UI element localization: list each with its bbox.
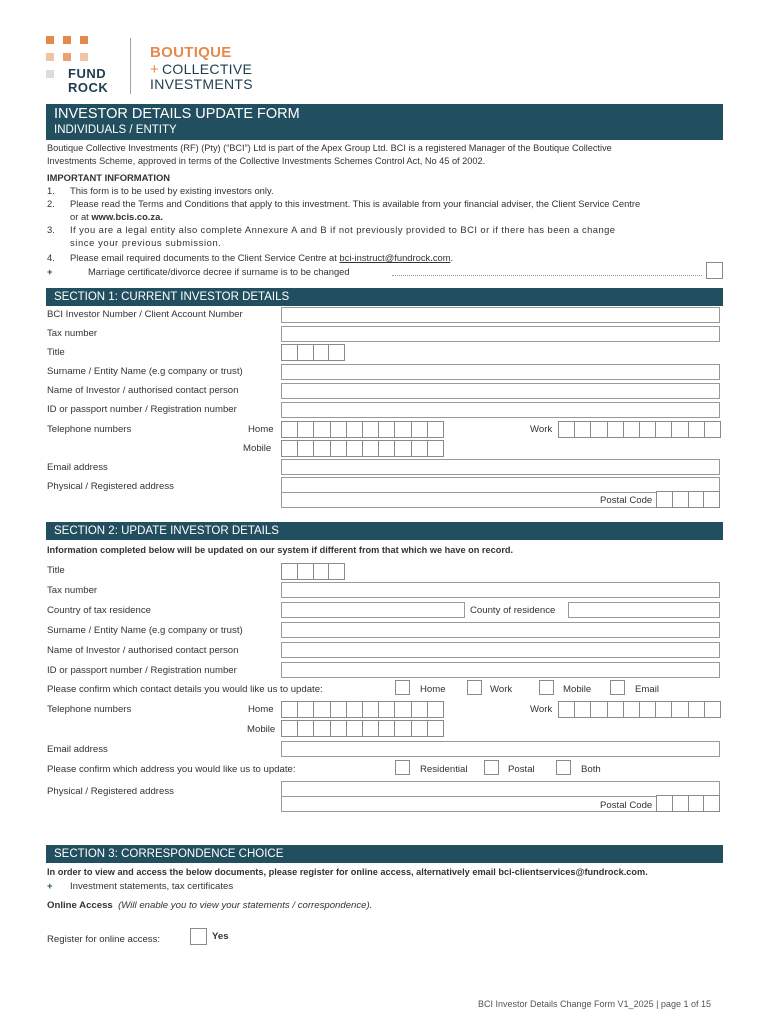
s2-title-label: Title [47,565,65,576]
s1-postal-code-label: Postal Code [600,495,653,506]
important-num-2: 2. [47,198,55,209]
s2-postal-code-label: Postal Code [600,800,653,811]
intro-line1: Boutique Collective Investments (RF) (Pty) (“BCI”) Ltd is part of the Apex Group Ltd. BCI is a registered Manager of the Boutique Collective [47,143,612,153]
s2-country-tax-label: Country of tax residence [47,605,151,616]
s2-home-phone-input[interactable] [281,701,444,718]
s2-county-residence-input[interactable] [568,602,720,618]
s1-tax-number-label: Tax number [47,328,98,339]
bci-name-line1: BOUTIQUE [150,44,232,61]
s3-note: In order to view and access the below documents, please register for online access, alternatively email bci-clientservices@fundrock.com. [47,867,648,877]
s2-both-checkbox[interactable] [556,760,571,775]
s1-mobile-label: Mobile [243,443,272,454]
page-title: INVESTOR DETAILS UPDATE FORM [54,106,300,122]
important-num-4: 4. [47,252,55,263]
s1-home-phone-input[interactable] [281,421,444,438]
s3-online-access: Online Access (Will enable you to view your statements / correspondence). [47,900,373,911]
s2-confirm-address-label: Please confirm which address you would like us to update: [47,764,296,775]
s2-email-input[interactable] [281,741,720,757]
important-item-2: Please read the Terms and Conditions that apply to this investment. This is available from your financial adviser, the Client Service Centre [70,198,641,209]
s3-yes-label: Yes [212,931,229,942]
s2-both-option: Both [581,764,601,775]
instruct-email-link[interactable]: bci-instruct@fundrock.com [339,252,451,263]
s1-id-input[interactable] [281,402,720,418]
s1-title-label: Title [47,347,65,358]
important-item-3: If you are a legal entity also complete Annexure A and B if not previously provided to BCI or if there has been a change [70,224,616,235]
s1-address-input-line1[interactable] [281,477,720,493]
s2-work-checkbox[interactable] [467,680,482,695]
important-item-4: Please email required documents to the Client Service Centre at bci-instruct@fundrock.com. [70,252,454,263]
important-item-2b: or at www.bcis.co.za. [70,211,163,222]
plus-bullet-icon: + [47,266,53,277]
s2-work-phone-input[interactable] [558,701,721,718]
s2-residential-option: Residential [420,764,468,775]
s1-tax-number-input[interactable] [281,326,720,342]
s2-address-label: Physical / Registered address [47,786,174,797]
s2-name-input[interactable] [281,642,720,658]
s2-postal-code-input[interactable] [656,795,720,812]
s2-county-residence-label: County of residence [470,605,556,616]
s2-email-label: Email address [47,744,108,755]
s2-telephone-label: Telephone numbers [47,704,132,715]
section1-header: SECTION 1: CURRENT INVESTOR DETAILS [46,288,723,306]
s2-name-label: Name of Investor / authorised contact person [47,645,239,656]
s3-yes-checkbox[interactable] [190,928,207,945]
s1-address-label: Physical / Registered address [47,481,174,492]
s1-title-input[interactable] [281,344,345,361]
important-item-marriage: Marriage certificate/divorce decree if surname is to be changed [88,266,350,277]
s2-country-tax-input[interactable] [281,602,465,618]
s1-name-input[interactable] [281,383,720,399]
important-heading: IMPORTANT INFORMATION [47,172,171,183]
s1-work-phone-input[interactable] [558,421,721,438]
s2-mobile-label: Mobile [247,724,276,735]
important-item-1: This form is to be used by existing investors only. [70,185,274,196]
s2-home-checkbox[interactable] [395,680,410,695]
fundrock-name-line1: FUND [68,66,107,81]
s1-mobile-input[interactable] [281,440,444,457]
fundrock-name-line2: ROCK [68,80,109,95]
s2-home-option: Home [420,684,446,695]
page-subtitle: INDIVIDUALS / ENTITY [54,124,177,136]
bci-name-line2: COLLECTIVE [162,61,253,77]
s2-residential-checkbox[interactable] [395,760,410,775]
s2-mobile-checkbox[interactable] [539,680,554,695]
s1-id-label: ID or passport number / Registration number [47,404,237,415]
s2-note: Information completed below will be updated on our system if different from that which we have on record. [47,545,514,555]
s1-account-number-label: BCI Investor Number / Client Account Number [47,309,243,320]
s2-email-checkbox[interactable] [610,680,625,695]
s1-surname-label: Surname / Entity Name (e.g company or trust) [47,366,243,377]
s2-mobile-option: Mobile [563,684,592,695]
s2-work-option: Work [490,684,513,695]
s3-register-label: Register for online access: [47,934,161,945]
s2-home-label: Home [248,704,274,715]
important-num-1: 1. [47,185,55,196]
s1-email-input[interactable] [281,459,720,475]
fundrock-logo [46,36,126,98]
s2-mobile-input[interactable] [281,720,444,737]
bci-plus-icon: + [150,61,159,78]
bci-logo [150,44,280,94]
section2-header: SECTION 2: UPDATE INVESTOR DETAILS [46,522,723,540]
s2-id-input[interactable] [281,662,720,678]
s2-tax-number-input[interactable] [281,582,720,598]
marriage-certificate-checkbox[interactable] [706,262,723,279]
s2-postal-checkbox[interactable] [484,760,499,775]
s3-bullet-text: Investment statements, tax certificates [70,881,234,892]
s2-address-input-line1[interactable] [281,781,720,797]
s2-surname-input[interactable] [281,622,720,638]
bci-name-line3: INVESTMENTS [150,76,253,92]
form-header [46,104,723,140]
important-item-3b: since your previous submission. [70,237,222,248]
s2-postal-option: Postal [508,764,535,775]
logo-divider [130,38,131,94]
s1-surname-input[interactable] [281,364,720,380]
s2-confirm-contact-label: Please confirm which contact details you would like us to update: [47,684,323,695]
s2-work-label: Work [530,704,553,715]
s2-id-label: ID or passport number / Registration number [47,665,237,676]
s1-telephone-label: Telephone numbers [47,424,132,435]
s1-account-number-input[interactable] [281,307,720,323]
s1-name-label: Name of Investor / authorised contact person [47,385,239,396]
bci-website-link[interactable]: www.bcis.co.za. [91,211,163,222]
s2-tax-number-label: Tax number [47,585,98,596]
s2-surname-label: Surname / Entity Name (e.g company or trust) [47,625,243,636]
marriage-dotted-leader [392,275,702,276]
s3-plus-bullet-icon: + [47,881,53,892]
s1-email-label: Email address [47,462,108,473]
s1-work-label: Work [530,424,553,435]
s1-home-label: Home [248,424,274,435]
s1-postal-code-input[interactable] [656,491,720,508]
important-num-3: 3. [47,224,55,235]
s2-title-input[interactable] [281,563,345,580]
s2-email-option: Email [635,684,659,695]
intro-line2: Investments Scheme, approved in terms of the Collective Investments Schemes Control Act, No 45 of 2002. [47,156,486,166]
page-footer: BCI Investor Details Change Form V1_2025 | page 1 of 15 [478,999,711,1009]
section3-header: SECTION 3: CORRESPONDENCE CHOICE [46,845,723,863]
